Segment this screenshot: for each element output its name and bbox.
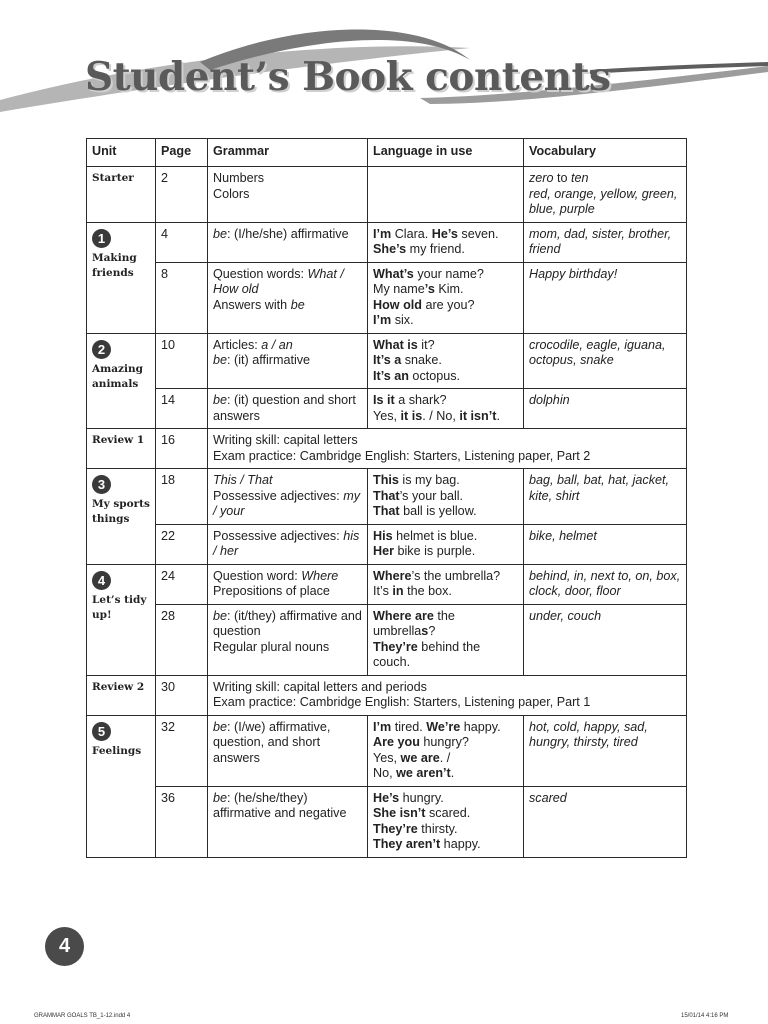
cell-line bbox=[373, 353, 518, 369]
text-segment: : (it) question and short answers bbox=[213, 393, 356, 423]
text-segment: my friend. bbox=[406, 242, 465, 256]
cell-line bbox=[213, 338, 362, 354]
text-segment: No, bbox=[373, 766, 397, 780]
text-segment: it isn’t bbox=[459, 408, 497, 423]
text-segment: She’s bbox=[373, 242, 407, 256]
unit-number-badge: 1 bbox=[92, 229, 111, 248]
text-segment: the box. bbox=[403, 584, 452, 598]
text-segment: Articles: bbox=[213, 337, 262, 352]
cell-line bbox=[213, 227, 362, 243]
table-row bbox=[87, 389, 687, 429]
unit-cell bbox=[87, 222, 156, 333]
text-segment: hot, cold, happy, sad, hungry, thirsty, tired bbox=[529, 719, 648, 749]
text-segment: It’s bbox=[373, 584, 393, 598]
text-segment: his / her bbox=[213, 528, 360, 558]
text-segment: They’re bbox=[373, 639, 418, 654]
text-segment: ten bbox=[571, 171, 589, 185]
unit-name: Review 1 bbox=[92, 434, 145, 446]
text-segment: Yes, bbox=[373, 750, 401, 765]
text-segment: be bbox=[213, 353, 228, 367]
text-segment: Where bbox=[301, 568, 339, 583]
text-segment: This / That bbox=[213, 473, 273, 487]
cell-line bbox=[213, 473, 362, 489]
cell-line bbox=[373, 751, 518, 767]
language-cell bbox=[368, 604, 524, 675]
cell-line bbox=[373, 227, 518, 243]
grammar-cell bbox=[208, 715, 368, 786]
text-segment: to bbox=[553, 171, 572, 185]
text-segment: Prepositions of place bbox=[213, 584, 330, 598]
table-row bbox=[87, 675, 687, 715]
text-segment: be bbox=[290, 297, 305, 312]
grammar-cell bbox=[208, 262, 368, 333]
header-language-in-use: Language in use bbox=[368, 139, 524, 167]
cell-line bbox=[213, 353, 362, 369]
text-segment: be bbox=[213, 226, 228, 241]
cell-line bbox=[213, 680, 681, 696]
language-cell bbox=[368, 715, 524, 786]
page-cell: 18 bbox=[156, 469, 208, 525]
cell-line bbox=[213, 720, 362, 767]
header-vocabulary: Vocabulary bbox=[524, 139, 687, 167]
vocabulary-cell bbox=[524, 604, 687, 675]
table-row bbox=[87, 222, 687, 262]
text-segment: a / an bbox=[261, 337, 293, 352]
cell-line bbox=[213, 609, 362, 640]
page-cell: 8 bbox=[156, 262, 208, 333]
text-segment: under, couch bbox=[529, 608, 602, 623]
text-segment: We’re bbox=[426, 719, 461, 734]
text-segment: bag, ball, bat, hat, jacket, kite, shirt bbox=[529, 473, 670, 503]
footer-timestamp: 15/01/14 4:16 PM bbox=[681, 1013, 729, 1019]
cell-line bbox=[373, 584, 518, 600]
text-segment: I’m bbox=[373, 226, 392, 241]
unit-number-badge: 3 bbox=[92, 475, 111, 494]
unit-cell bbox=[87, 564, 156, 675]
cell-line bbox=[373, 837, 518, 853]
text-segment: zero bbox=[529, 171, 554, 185]
cell-line bbox=[529, 791, 681, 807]
text-segment: She isn’t bbox=[373, 806, 426, 820]
text-segment: That bbox=[373, 504, 400, 518]
page-cell: 30 bbox=[156, 675, 208, 715]
text-segment: tired. bbox=[391, 719, 427, 734]
text-segment: It’s a bbox=[373, 353, 402, 367]
text-segment: Question word: bbox=[213, 568, 302, 583]
table-row bbox=[87, 167, 687, 223]
text-segment: Happy birthday! bbox=[529, 266, 618, 281]
text-segment: bike is purple. bbox=[394, 544, 476, 558]
text-segment: Where are bbox=[373, 608, 434, 623]
table-row bbox=[87, 786, 687, 857]
text-segment: Answers with bbox=[213, 297, 291, 312]
text-segment: How old bbox=[373, 297, 422, 312]
vocabulary-cell bbox=[524, 469, 687, 525]
text-segment: snake. bbox=[401, 353, 442, 367]
page-cell: 22 bbox=[156, 524, 208, 564]
cell-line bbox=[529, 227, 681, 258]
text-segment: ’s your ball. bbox=[399, 488, 464, 503]
grammar-cell bbox=[208, 469, 368, 525]
text-segment: red, orange, yellow, green, blue, purple bbox=[529, 186, 678, 216]
grammar-cell bbox=[208, 222, 368, 262]
text-segment: This bbox=[373, 473, 399, 487]
header-unit: Unit bbox=[87, 139, 156, 167]
text-segment: it is bbox=[400, 408, 423, 423]
text-segment: They aren’t bbox=[373, 837, 441, 851]
text-segment: six. bbox=[391, 313, 414, 327]
cell-line bbox=[373, 338, 518, 354]
cell-line bbox=[373, 393, 518, 409]
text-segment: we are bbox=[400, 750, 440, 765]
cell-line bbox=[529, 187, 681, 218]
cell-line bbox=[529, 473, 681, 504]
page-cell: 4 bbox=[156, 222, 208, 262]
text-segment: in bbox=[392, 584, 404, 598]
cell-line bbox=[373, 409, 518, 425]
text-segment: : (it/they) affirmative and question bbox=[213, 608, 362, 638]
page-cell: 32 bbox=[156, 715, 208, 786]
text-segment: Possessive adjectives: bbox=[213, 488, 344, 503]
text-segment: Writing skill: capital letters bbox=[213, 433, 358, 447]
table-row bbox=[87, 429, 687, 469]
text-segment: the umbrella bbox=[373, 608, 455, 638]
vocabulary-cell bbox=[524, 564, 687, 604]
language-cell bbox=[368, 333, 524, 389]
table-row bbox=[87, 564, 687, 604]
text-segment: Are you bbox=[373, 735, 420, 749]
grammar-cell bbox=[208, 389, 368, 429]
text-segment: : (he/she/they) affirmative and negative bbox=[213, 790, 347, 820]
text-segment: : (I/he/she) affirmative bbox=[227, 226, 349, 241]
text-segment: I’m bbox=[373, 313, 392, 327]
cell-line bbox=[373, 791, 518, 807]
cell-line bbox=[373, 282, 518, 298]
table-row bbox=[87, 469, 687, 525]
cell-line bbox=[373, 720, 518, 736]
cell-line bbox=[213, 187, 362, 203]
cell-line bbox=[529, 171, 681, 187]
text-segment: They’re bbox=[373, 821, 418, 836]
vocabulary-cell bbox=[524, 389, 687, 429]
vocabulary-cell bbox=[524, 333, 687, 389]
cell-line bbox=[213, 171, 362, 187]
text-segment: Yes, bbox=[373, 408, 401, 423]
cell-line bbox=[373, 267, 518, 283]
cell-line bbox=[529, 609, 681, 625]
table-header-row bbox=[87, 139, 687, 167]
page-cell: 10 bbox=[156, 333, 208, 389]
text-segment: I’m bbox=[373, 719, 392, 734]
cell-line bbox=[373, 473, 518, 489]
cell-line bbox=[373, 544, 518, 560]
table-row bbox=[87, 604, 687, 675]
cell-line bbox=[373, 369, 518, 385]
grammar-cell bbox=[208, 167, 368, 223]
unit-name: Amazing animals bbox=[92, 362, 143, 390]
text-segment: It’s an bbox=[373, 368, 409, 383]
cell-line bbox=[373, 735, 518, 751]
cell-line bbox=[213, 393, 362, 424]
table-row bbox=[87, 524, 687, 564]
grammar-cell bbox=[208, 786, 368, 857]
text-segment: ’s bbox=[424, 282, 435, 296]
page-cell: 24 bbox=[156, 564, 208, 604]
cell-line bbox=[213, 529, 362, 560]
unit-cell bbox=[87, 429, 156, 469]
table-row bbox=[87, 262, 687, 333]
text-segment: dolphin bbox=[529, 393, 570, 407]
vocabulary-cell bbox=[524, 524, 687, 564]
language-cell bbox=[368, 786, 524, 857]
language-cell bbox=[368, 389, 524, 429]
cell-line bbox=[373, 489, 518, 505]
text-segment: are you? bbox=[421, 297, 475, 312]
text-segment: it? bbox=[417, 337, 435, 352]
text-segment: His bbox=[373, 528, 393, 543]
text-segment: He’s bbox=[431, 226, 458, 241]
unit-name: Let’s tidy up! bbox=[92, 593, 147, 621]
table-row bbox=[87, 333, 687, 389]
text-segment: ’s the umbrella? bbox=[411, 568, 501, 583]
footer-file-info: GRAMMAR GOALS TB_1-12.indd 4 bbox=[34, 1013, 131, 1019]
text-segment: My name bbox=[373, 282, 425, 296]
text-segment: be bbox=[213, 790, 228, 805]
text-segment: thirsty. bbox=[417, 821, 458, 836]
text-segment: Her bbox=[373, 544, 394, 558]
cell-line bbox=[373, 822, 518, 838]
text-segment: behind, in, next to, on, box, clock, door, floor bbox=[529, 568, 681, 598]
text-segment: Kim. bbox=[434, 282, 464, 296]
text-segment: ? bbox=[428, 624, 436, 638]
table-row bbox=[87, 715, 687, 786]
cell-line bbox=[529, 393, 681, 409]
text-segment: hungry. bbox=[399, 790, 444, 805]
cell-line bbox=[213, 449, 681, 465]
vocabulary-cell bbox=[524, 222, 687, 262]
language-cell bbox=[368, 524, 524, 564]
text-segment: helmet is blue. bbox=[392, 528, 478, 543]
text-segment: octopus. bbox=[408, 368, 461, 383]
language-cell bbox=[368, 564, 524, 604]
grammar-cell bbox=[208, 524, 368, 564]
unit-number-badge: 5 bbox=[92, 722, 111, 741]
text-segment: . / bbox=[439, 750, 451, 765]
cell-line bbox=[213, 267, 362, 298]
unit-name: My sports things bbox=[92, 498, 150, 525]
vocabulary-cell bbox=[524, 262, 687, 333]
cell-line bbox=[373, 529, 518, 545]
cell-line bbox=[373, 640, 518, 671]
grammar-cell bbox=[208, 604, 368, 675]
cell-line bbox=[529, 267, 681, 283]
grammar-cell bbox=[208, 429, 687, 469]
unit-name: Feelings bbox=[92, 744, 142, 757]
cell-line bbox=[373, 298, 518, 314]
cell-line bbox=[213, 584, 362, 600]
cell-line bbox=[373, 569, 518, 585]
vocabulary-cell bbox=[524, 715, 687, 786]
text-segment: be bbox=[213, 393, 228, 407]
text-segment: mom, dad, sister, brother, friend bbox=[529, 226, 672, 256]
text-segment: Writing skill: capital letters and periods bbox=[213, 679, 427, 694]
text-segment: scared. bbox=[425, 806, 471, 820]
text-segment: happy. bbox=[460, 719, 501, 734]
text-segment: ball is yellow. bbox=[399, 504, 477, 518]
grammar-cell bbox=[208, 564, 368, 604]
text-segment: Clara. bbox=[391, 226, 432, 241]
text-segment: crocodile, eagle, iguana, octopus, snake bbox=[529, 337, 666, 367]
cell-line bbox=[373, 313, 518, 329]
text-segment: hungry? bbox=[419, 735, 469, 749]
unit-name: Starter bbox=[92, 172, 134, 184]
language-cell bbox=[368, 469, 524, 525]
text-segment: . bbox=[450, 766, 455, 780]
cell-line bbox=[213, 433, 681, 449]
unit-name: Review 2 bbox=[92, 680, 145, 693]
cell-line bbox=[213, 298, 362, 314]
text-segment: s bbox=[421, 624, 429, 638]
cell-line bbox=[213, 640, 362, 656]
unit-cell bbox=[87, 469, 156, 565]
page-cell: 2 bbox=[156, 167, 208, 223]
cell-line bbox=[529, 529, 681, 545]
text-segment: Exam practice: Cambridge English: Starters, Listening paper, Part 1 bbox=[213, 695, 591, 709]
unit-cell bbox=[87, 333, 156, 429]
text-segment: What / How old bbox=[213, 266, 344, 296]
contents-table bbox=[86, 138, 687, 858]
text-segment: my / your bbox=[213, 488, 360, 518]
page-cell: 28 bbox=[156, 604, 208, 675]
text-segment: Regular plural nouns bbox=[213, 639, 330, 654]
page-title: Student’s Book contents bbox=[85, 54, 611, 100]
page-cell: 16 bbox=[156, 429, 208, 469]
text-segment: is my bag. bbox=[398, 473, 460, 487]
page-cell: 14 bbox=[156, 389, 208, 429]
cell-line bbox=[373, 766, 518, 782]
cell-line bbox=[529, 720, 681, 751]
table-body bbox=[87, 167, 687, 858]
text-segment: He’s bbox=[373, 790, 400, 805]
text-segment: Colors bbox=[213, 186, 250, 201]
text-segment: : (I/we) affirmative, question, and short answers bbox=[213, 719, 331, 765]
text-segment: be bbox=[213, 719, 228, 734]
unit-cell bbox=[87, 167, 156, 223]
text-segment: Possessive adjectives: bbox=[213, 528, 344, 543]
text-segment: we aren’t bbox=[396, 766, 451, 780]
cell-line bbox=[373, 242, 518, 258]
unit-number-badge: 2 bbox=[92, 340, 111, 359]
header-page: Page bbox=[156, 139, 208, 167]
cell-line bbox=[529, 338, 681, 369]
vocabulary-cell bbox=[524, 167, 687, 223]
text-segment: That bbox=[373, 488, 400, 503]
header-grammar: Grammar bbox=[208, 139, 368, 167]
language-cell bbox=[368, 167, 524, 223]
text-segment: your name? bbox=[413, 266, 484, 281]
text-segment: happy. bbox=[440, 837, 481, 851]
vocabulary-cell bbox=[524, 786, 687, 857]
cell-line bbox=[213, 569, 362, 585]
unit-cell bbox=[87, 675, 156, 715]
text-segment: Where bbox=[373, 568, 412, 583]
text-segment: scared bbox=[529, 790, 567, 805]
text-segment: a shark? bbox=[394, 393, 447, 407]
text-segment: Exam practice: Cambridge English: Starters, Listening paper, Part 2 bbox=[213, 448, 591, 463]
cell-line bbox=[213, 489, 362, 520]
cell-line bbox=[529, 569, 681, 600]
text-segment: behind the couch. bbox=[373, 639, 481, 669]
cell-line bbox=[213, 695, 681, 711]
cell-line bbox=[373, 504, 518, 520]
text-segment: . / No, bbox=[422, 408, 460, 423]
text-segment: : (it) affirmative bbox=[227, 353, 311, 367]
text-segment: Is it bbox=[373, 393, 395, 407]
language-cell bbox=[368, 262, 524, 333]
unit-cell bbox=[87, 715, 156, 857]
cell-line bbox=[213, 791, 362, 822]
grammar-cell bbox=[208, 333, 368, 389]
text-segment: What is bbox=[373, 337, 418, 352]
unit-number-badge: 4 bbox=[92, 571, 111, 590]
text-segment: What’s bbox=[373, 266, 414, 281]
text-segment: Question words: bbox=[213, 266, 308, 281]
grammar-cell bbox=[208, 675, 687, 715]
unit-name: Making friends bbox=[92, 251, 137, 279]
text-segment: be bbox=[213, 608, 228, 623]
cell-line bbox=[373, 806, 518, 822]
cell-line bbox=[373, 609, 518, 640]
text-segment: Numbers bbox=[213, 171, 265, 185]
page-cell: 36 bbox=[156, 786, 208, 857]
text-segment: bike, helmet bbox=[529, 528, 597, 543]
text-segment: . bbox=[496, 408, 500, 423]
language-cell bbox=[368, 222, 524, 262]
page-number-badge: 4 bbox=[45, 927, 84, 966]
text-segment: seven. bbox=[457, 226, 499, 241]
